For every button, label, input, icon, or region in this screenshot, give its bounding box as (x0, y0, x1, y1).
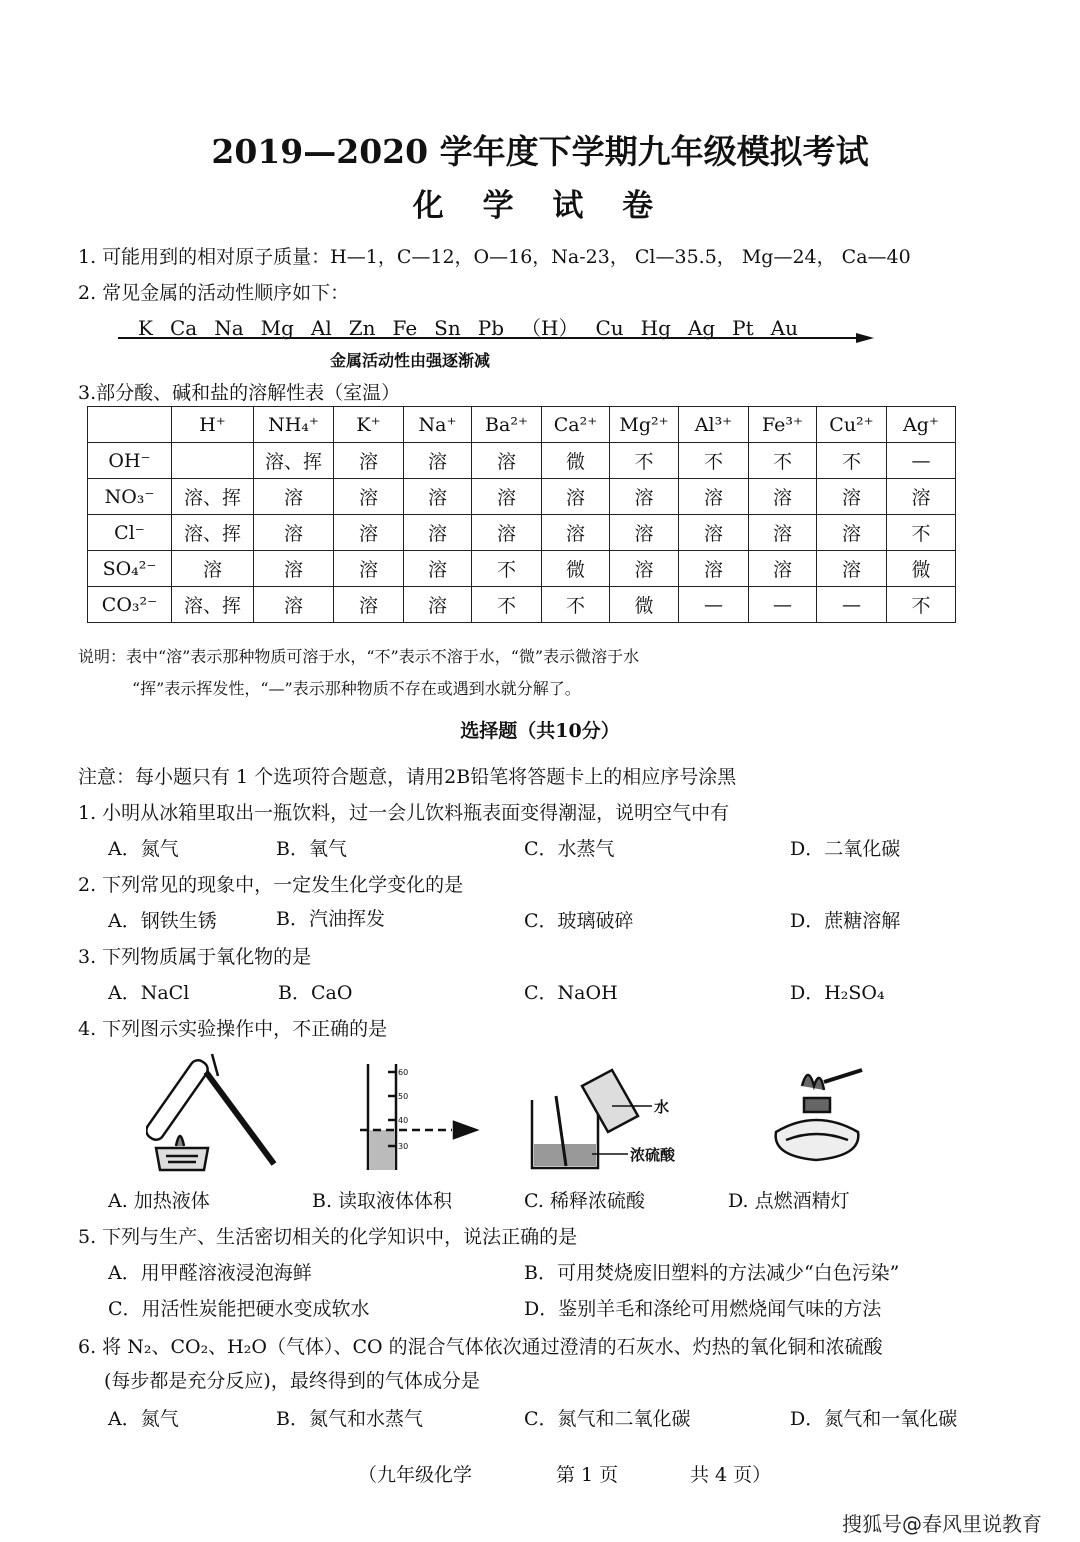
table-cell: 溶 (542, 515, 610, 551)
question-2-option-b: B．汽油挥发 (276, 908, 385, 930)
table-cell: 溶 (610, 515, 679, 551)
question-3-option-a: A．NaCl (108, 982, 190, 1004)
question-2-stem: 2. 下列常见的现象中，一定发生化学变化的是 (78, 874, 464, 896)
question-3-option-c: C．NaOH (524, 982, 618, 1004)
table-cell: 溶 (817, 515, 887, 551)
cation-header: Fe³⁺ (749, 407, 817, 443)
table-row (88, 551, 956, 587)
question-3-option-b: B．CaO (278, 982, 353, 1004)
cation-header: Al³⁺ (679, 407, 749, 443)
anion-header: Cl⁻ (88, 515, 172, 551)
question-6-option-d: D．氮气和一氧化碳 (790, 1408, 958, 1430)
metal: Fe (392, 316, 418, 340)
table-cell: 溶 (404, 479, 472, 515)
cylinder-tick: 50 (398, 1092, 409, 1101)
table-cell: 溶 (404, 587, 472, 623)
acid-label: 浓硫酸 (630, 1146, 676, 1164)
question-1-option-a: A．氮气 (108, 838, 179, 860)
table-cell: 溶 (679, 515, 749, 551)
cation-header: Ba²⁺ (472, 407, 542, 443)
question-2-option-c: C．玻璃破碎 (524, 910, 634, 932)
question-4-stem: 4. 下列图示实验操作中，不正确的是 (78, 1018, 388, 1040)
question-5-option-a: A．用甲醛溶液浸泡海鲜 (108, 1262, 312, 1284)
cation-header: Cu²⁺ (817, 407, 887, 443)
question-1-option-c: C．水蒸气 (524, 838, 615, 860)
table-cell: 溶 (254, 551, 334, 587)
table-cell: 不 (610, 443, 679, 479)
question-6-option-c: C．氮气和二氧化碳 (524, 1408, 691, 1430)
table-cell: 溶 (254, 587, 334, 623)
table-cell: — (817, 587, 887, 623)
table-cell: 溶 (679, 479, 749, 515)
table-cell: 溶 (334, 587, 404, 623)
water-label: 水 (654, 1098, 670, 1116)
watermark: 搜狐号@春风里说教育 (842, 1512, 1042, 1536)
table-cell: 不 (472, 551, 542, 587)
table-cell: 溶 (749, 551, 817, 587)
page-subtitle: 化 学 试 卷 (412, 188, 668, 224)
table-cell: 溶 (610, 479, 679, 515)
table-note-line1: 说明：表中“溶”表示那种物质可溶于水，“不”表示不溶于水，“微”表示微溶于水 (78, 647, 640, 666)
table-cell: 溶、挥 (254, 443, 334, 479)
table-cell: 不 (542, 587, 610, 623)
metal: Au (770, 316, 798, 340)
metal: Ag (687, 316, 716, 340)
cylinder-tick: 60 (398, 1068, 409, 1077)
table-header-row (88, 407, 956, 443)
metal: Hg (640, 316, 671, 340)
table-cell: 溶、挥 (172, 479, 254, 515)
metal: Pb (477, 316, 505, 340)
table-row (88, 587, 956, 623)
metal: Zn (348, 316, 376, 340)
footer-page: 第 1 页 (556, 1464, 619, 1486)
table-cell: 溶 (887, 479, 956, 515)
table-cell (172, 443, 254, 479)
question-5-option-d: D．鉴别羊毛和涤纶可用燃烧闻气味的方法 (524, 1298, 882, 1320)
question-2-option-d: D．蔗糖溶解 (790, 910, 901, 932)
table-cell: 溶 (334, 443, 404, 479)
table-cell: 溶 (334, 551, 404, 587)
table-cell: 不 (887, 515, 956, 551)
table-row (88, 515, 956, 551)
table-cell: 溶 (172, 551, 254, 587)
footer-total: 共 4 页） (690, 1464, 772, 1486)
question-6-option-a: A．氮气 (108, 1408, 179, 1430)
dilute-acid-figure (526, 1066, 696, 1174)
table-cell: 溶 (472, 515, 542, 551)
question-5-stem: 5. 下列与生产、生活密切相关的化学知识中，说法正确的是 (78, 1226, 578, 1248)
anion-header: OH⁻ (88, 443, 172, 479)
table-cell: 溶 (472, 479, 542, 515)
table-cell: — (679, 587, 749, 623)
anion-header: CO₃²⁻ (88, 587, 172, 623)
table-cell: 溶 (817, 479, 887, 515)
metal: Cu (595, 316, 624, 340)
table-cell: 溶 (817, 551, 887, 587)
graduated-cylinder-figure (352, 1060, 492, 1172)
table-cell: 不 (679, 443, 749, 479)
solubility-table (87, 406, 956, 623)
question-6-option-b: B．氮气和水蒸气 (276, 1408, 423, 1430)
table-cell: 不 (749, 443, 817, 479)
question-1-option-d: D．二氧化碳 (790, 838, 901, 860)
anion-header: NO₃⁻ (88, 479, 172, 515)
table-cell: 溶 (472, 443, 542, 479)
anion-header: SO₄²⁻ (88, 551, 172, 587)
question-6-stem: 6. 将 N₂、CO₂、H₂O（气体）、CO 的混合气体依次通过澄清的石灰水、灼热的氧化铜和浓硫酸 (78, 1336, 883, 1358)
info-solubility: 3.部分酸、碱和盐的溶解性表（室温） (78, 382, 401, 404)
activity-arrow (118, 332, 874, 344)
table-cell: 溶 (610, 551, 679, 587)
table-cell: 溶、挥 (172, 587, 254, 623)
question-4-option-a: A. 加热液体 (108, 1190, 210, 1212)
cation-header: K⁺ (334, 407, 404, 443)
question-1-stem: 1. 小明从冰箱里取出一瓶饮料，过一会儿饮料瓶表面变得潮湿，说明空气中有 (78, 802, 730, 824)
cylinder-tick: 30 (398, 1142, 409, 1151)
table-cell: 不 (817, 443, 887, 479)
metal: Ca (169, 316, 198, 340)
info-atomic-mass: 1. 可能用到的相对原子质量：H—1，C—12，O—16，Na-23， Cl—35.5， Mg—24， Ca—40 (78, 246, 911, 268)
table-cell: 不 (472, 587, 542, 623)
table-cell: 溶 (404, 515, 472, 551)
table-corner (88, 407, 172, 443)
table-row (88, 443, 956, 479)
table-cell: 溶 (254, 479, 334, 515)
cation-header: Na⁺ (404, 407, 472, 443)
table-cell: 溶 (679, 551, 749, 587)
cation-header: Mg²⁺ (610, 407, 679, 443)
question-5-option-c: C．用活性炭能把硬水变成软水 (108, 1298, 370, 1320)
metal: K (138, 316, 153, 340)
cation-header: H⁺ (172, 407, 254, 443)
table-note-line2: “挥”表示挥发性，“—”表示那种物质不存在或遇到水就分解了。 (132, 679, 581, 698)
metal: Mg (260, 316, 294, 340)
metal: （H） (521, 316, 579, 340)
table-cell: 溶 (404, 551, 472, 587)
metal: Na (214, 316, 244, 340)
metal: Sn (434, 316, 461, 340)
table-cell: 溶 (404, 443, 472, 479)
table-cell: 溶、挥 (172, 515, 254, 551)
question-3-option-d: D．H₂SO₄ (790, 982, 885, 1004)
table-cell: — (887, 443, 956, 479)
question-3-stem: 3. 下列物质属于氧化物的是 (78, 946, 312, 968)
table-cell: 不 (887, 587, 956, 623)
table-cell: 微 (542, 443, 610, 479)
table-cell: 微 (542, 551, 610, 587)
table-cell: 溶 (542, 479, 610, 515)
cylinder-tick: 40 (398, 1116, 409, 1125)
metal: Pt (732, 316, 754, 340)
page-title: 2019—2020 学年度下学期九年级模拟考试 (211, 132, 869, 171)
question-6-stem-cont: (每步都是充分反应)，最终得到的气体成分是 (104, 1370, 480, 1392)
table-cell: — (749, 587, 817, 623)
question-5-option-b: B．可用焚烧废旧塑料的方法减少“白色污染” (524, 1262, 900, 1284)
info-metal-activity: 2. 常见金属的活动性顺序如下： (78, 282, 350, 304)
footer-subject: （九年级化学 (358, 1464, 473, 1486)
alcohol-lamp-figure (766, 1056, 876, 1172)
cation-header: NH₄⁺ (254, 407, 334, 443)
question-2-option-a: A．钢铁生锈 (108, 910, 217, 932)
table-cell: 溶 (749, 479, 817, 515)
question-4-option-c: C. 稀释浓硫酸 (524, 1190, 645, 1212)
question-4-option-b: B. 读取液体体积 (312, 1190, 453, 1212)
table-cell: 溶 (334, 479, 404, 515)
section-heading: 选择题（共10分） (460, 720, 620, 742)
table-cell: 溶 (749, 515, 817, 551)
table-cell: 溶 (334, 515, 404, 551)
table-cell: 溶 (254, 515, 334, 551)
table-cell: 微 (887, 551, 956, 587)
cation-header: Ag⁺ (887, 407, 956, 443)
metal: Al (310, 316, 332, 340)
table-cell: 微 (610, 587, 679, 623)
attention-note: 注意：每小题只有 1 个选项符合题意，请用2B铅笔将答题卡上的相应序号涂黑 (78, 766, 737, 788)
heating-liquid-figure (146, 1046, 282, 1174)
question-4-option-d: D. 点燃酒精灯 (728, 1190, 850, 1212)
table-row (88, 479, 956, 515)
question-1-option-b: B．氧气 (276, 838, 347, 860)
activity-caption: 金属活动性由强逐渐减 (330, 351, 491, 370)
cation-header: Ca²⁺ (542, 407, 610, 443)
